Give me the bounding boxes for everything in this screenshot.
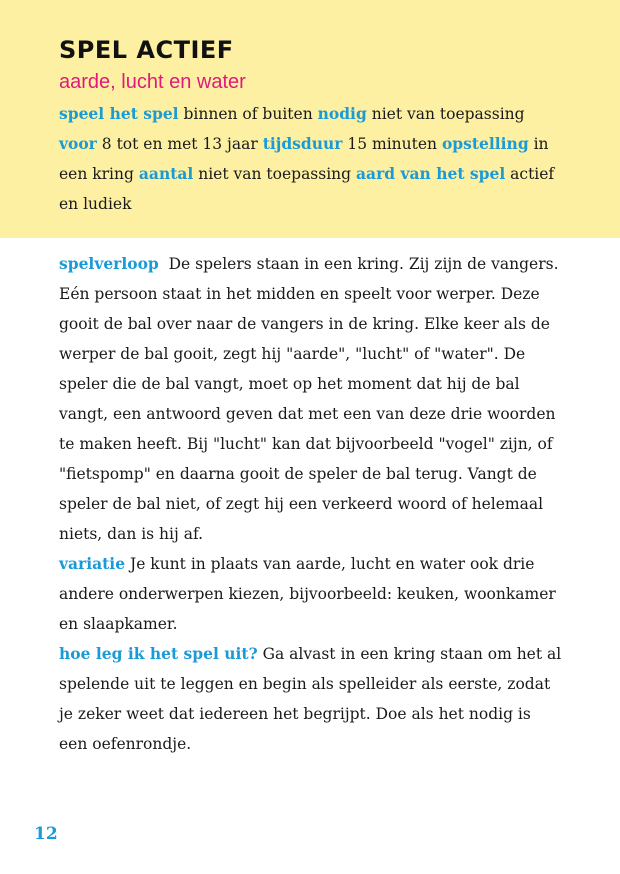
game-description: [59, 249, 564, 759]
meta-label-aard-van-het-spel: aard van het spel: [356, 164, 506, 183]
header-band: [0, 0, 620, 238]
meta-value-nodig: niet van toepassing: [366, 105, 525, 123]
meta-label-nodig: nodig: [317, 104, 367, 123]
meta-value-voor: 8 tot en met 13 jaar: [96, 135, 263, 153]
meta-value-opstelling: in een kring: [59, 135, 549, 183]
page-title: SPEL ACTIEF: [59, 36, 234, 64]
meta-value-speel-het-spel: binnen of buiten: [178, 105, 318, 123]
meta-label-speel-het-spel: speel het spel: [59, 104, 179, 123]
meta-label-voor: voor: [59, 134, 97, 153]
meta-label-tijdsduur: tijdsduur: [262, 134, 343, 153]
page-number: 12: [34, 824, 58, 844]
section-uitleg: [59, 639, 564, 759]
section-text-spelverloop: De spelers staan in een kring. Zij zijn de vangers. Eén persoon staat in het midden en speelt voor werper. Deze gooit de bal over naar de vangers in de kring. Elke keer als de werper de bal gooit, zegt hij "aarde", "lucht" of "water". De speler die de bal vangt, moet op het moment dat hij de bal vangt, een antwoord geven dat met een van deze drie woorden te maken heeft. Bij "lucht" kan dat bijvoorbeeld "vogel" zijn, of "fietspomp" en daarna gooit de speler de bal terug. Vangt de speler de bal niet, of zegt hij een verkeerd woord of helemaal niets, dan is hij af.: [59, 255, 564, 543]
section-label-variatie: variatie: [59, 554, 126, 573]
section-label-spelverloop: spelverloop: [59, 254, 159, 273]
section-text-variatie: Je kunt in plaats van aarde, lucht en water ook drie andere onderwerpen kiezen, bijvoorbeeld: keuken, woonkamer en slaapkamer.: [59, 555, 556, 633]
meta-label-aantal: aantal: [138, 164, 194, 183]
meta-value-aard-van-het-spel: actief en ludiek: [59, 165, 555, 213]
meta-value-aantal: niet van toepassing: [193, 165, 357, 183]
section-spelverloop: [59, 249, 564, 549]
meta-value-tijdsduur: 15 minuten: [342, 135, 442, 153]
section-text-uitleg: Ga alvast in een kring staan om het al spelende uit te leggen en begin als spelleider als eerste, zodat je zeker weet dat iedereen het begrijpt. Doe als het nodig is een oefenrondje.: [59, 645, 562, 753]
game-subtitle: aarde, lucht en water: [59, 71, 246, 93]
section-label-uitleg: hoe leg ik het spel uit?: [59, 644, 258, 663]
game-meta: [59, 99, 559, 219]
meta-label-opstelling: opstelling: [441, 134, 529, 153]
section-variatie: [59, 549, 564, 639]
